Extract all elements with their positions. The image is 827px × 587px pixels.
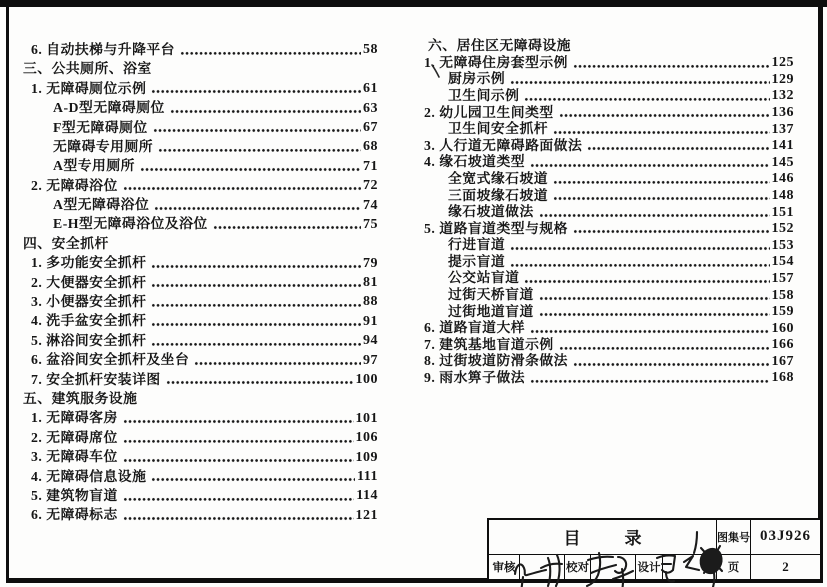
toc-entry-page: 68 bbox=[363, 139, 378, 155]
toc-entry-page: 154 bbox=[771, 254, 794, 270]
toc-entry-label: 4. 洗手盆安全抓杆 bbox=[31, 313, 147, 329]
toc-entry-label: A-D型无障碍厕位 bbox=[53, 100, 165, 116]
page-number-value: 2 bbox=[750, 554, 820, 580]
toc-entry-label: 1. 无障碍住房套型示例 bbox=[424, 54, 568, 70]
toc-entry-label: 2. 无障碍浴位 bbox=[31, 177, 118, 193]
dot-leader bbox=[510, 262, 769, 267]
dot-leader bbox=[151, 341, 361, 346]
reviewer-label: 审核 bbox=[489, 554, 519, 580]
toc-entry-label: 3. 人行道无障碍路面做法 bbox=[424, 137, 583, 153]
toc-entry bbox=[424, 369, 794, 386]
dot-leader bbox=[194, 361, 361, 366]
toc-entry-page: 168 bbox=[771, 370, 794, 386]
dot-leader bbox=[140, 167, 361, 172]
toc-entry-label: 行进盲道 bbox=[448, 237, 506, 253]
toc-entry-label: A型专用厕所 bbox=[53, 158, 135, 174]
toc-entry bbox=[23, 77, 378, 96]
toc-entry-label: 五、建筑服务设施 bbox=[23, 390, 138, 406]
dot-leader bbox=[151, 89, 361, 94]
toc-entry-label: 7. 建筑基地盲道示例 bbox=[424, 336, 554, 352]
toc-entry-label: 三、公共厕所、浴室 bbox=[23, 61, 152, 77]
dot-leader bbox=[151, 264, 361, 269]
toc-entry-label: 全宽式缘石坡道 bbox=[448, 170, 549, 186]
toc-entry bbox=[23, 57, 378, 76]
toc-entry bbox=[23, 193, 378, 212]
proofreader-label: 校对 bbox=[564, 554, 590, 580]
dot-leader bbox=[524, 96, 769, 101]
toc-entry-page: 106 bbox=[355, 430, 378, 446]
toc-entry-page: 146 bbox=[771, 171, 794, 187]
proofreader-signature-ink bbox=[583, 548, 641, 587]
scan-edge-top bbox=[0, 0, 827, 7]
toc-entry bbox=[23, 465, 378, 484]
dot-leader bbox=[123, 516, 354, 521]
toc-entry bbox=[424, 120, 794, 137]
toc-entry-page: 79 bbox=[363, 255, 378, 271]
toc-entry bbox=[23, 368, 378, 387]
toc-entry-label: 6. 盆浴间安全抓杆及坐台 bbox=[31, 352, 190, 368]
dot-leader bbox=[553, 196, 769, 201]
dot-leader bbox=[530, 329, 769, 334]
dot-leader bbox=[151, 302, 361, 307]
toc-entry bbox=[23, 348, 378, 367]
toc-entry bbox=[23, 309, 378, 328]
toc-entry-page: 100 bbox=[355, 372, 378, 388]
toc-entry-page: 129 bbox=[771, 71, 794, 87]
toc-entry bbox=[23, 290, 378, 309]
toc-entry bbox=[424, 286, 794, 303]
dot-leader bbox=[573, 229, 770, 234]
dot-leader bbox=[158, 147, 361, 152]
toc-entry-label: 厨房示例 bbox=[448, 71, 506, 87]
dot-leader bbox=[154, 206, 361, 211]
toc-entry-label: 卫生间安全抓杆 bbox=[448, 121, 549, 137]
toc-entry-label: 6. 无障碍标志 bbox=[31, 507, 118, 523]
toc-entry-page: 137 bbox=[771, 121, 794, 137]
toc-entry bbox=[424, 319, 794, 336]
dot-leader bbox=[559, 345, 770, 350]
toc-entry-page: 166 bbox=[771, 337, 794, 353]
toc-entry-label: 7. 安全抓杆安装详图 bbox=[31, 371, 161, 387]
toc-entry bbox=[424, 220, 794, 237]
toc-entry bbox=[424, 352, 794, 369]
toc-entry-label: 6. 自动扶梯与升降平台 bbox=[31, 41, 175, 57]
toc-entry-page: 153 bbox=[771, 237, 794, 253]
toc-entry-label: 5. 道路盲道类型与规格 bbox=[424, 220, 568, 236]
toc-entry-label: 4. 无障碍信息设施 bbox=[31, 468, 147, 484]
toc-entry bbox=[424, 37, 794, 54]
toc-entry bbox=[23, 329, 378, 348]
toc-entry bbox=[424, 87, 794, 104]
toc-entry-label: 2. 幼儿园卫生间类型 bbox=[424, 104, 554, 120]
toc-entry bbox=[23, 213, 378, 232]
toc-entry-page: 125 bbox=[771, 55, 794, 71]
dot-leader bbox=[123, 186, 361, 191]
toc-entry-page: 91 bbox=[363, 313, 378, 329]
toc-entry-label: E-H型无障碍浴位及浴位 bbox=[53, 216, 208, 232]
toc-entry bbox=[424, 103, 794, 120]
toc-entry-page: 148 bbox=[771, 187, 794, 203]
toc-entry-page: 72 bbox=[363, 178, 378, 194]
page-border-left bbox=[6, 6, 9, 580]
toc-entry-page: 121 bbox=[355, 507, 378, 523]
toc-entry bbox=[23, 174, 378, 193]
toc-entry-label: 4. 缘石坡道类型 bbox=[424, 154, 526, 170]
toc-entry-label: 2. 无障碍席位 bbox=[31, 429, 118, 445]
toc-entry bbox=[23, 484, 378, 503]
toc-entry-page: 88 bbox=[363, 294, 378, 310]
toc-entry bbox=[424, 153, 794, 170]
toc-entry-label: 2. 大便器安全抓杆 bbox=[31, 274, 147, 290]
toc-entry-label: 过街地道盲道 bbox=[448, 303, 534, 319]
toc-entry-page: 61 bbox=[363, 81, 378, 97]
toc-entry-page: 97 bbox=[363, 352, 378, 368]
designer-signature-ink bbox=[650, 528, 726, 587]
toc-entry-page: 136 bbox=[771, 104, 794, 120]
toc-entry-label: 8. 过街坡道防滑条做法 bbox=[424, 353, 568, 369]
toc-entry bbox=[424, 336, 794, 353]
toc-entry-label: 缘石坡道做法 bbox=[448, 204, 534, 220]
toc-entry bbox=[23, 154, 378, 173]
page-label: 页 bbox=[716, 554, 750, 580]
toc-entry-label: 5. 淋浴间安全抓杆 bbox=[31, 332, 147, 348]
toc-entry bbox=[23, 96, 378, 115]
dot-leader bbox=[553, 130, 769, 135]
toc-entry bbox=[23, 445, 378, 464]
toc-entry-page: 75 bbox=[363, 216, 378, 232]
page-border-right bbox=[818, 4, 823, 582]
toc-entry-page: 71 bbox=[363, 158, 378, 174]
dot-leader bbox=[180, 50, 361, 55]
toc-entry-page: 109 bbox=[355, 449, 378, 465]
dot-leader bbox=[573, 63, 770, 68]
toc-entry-page: 145 bbox=[771, 154, 794, 170]
dot-leader bbox=[123, 496, 354, 501]
dot-leader bbox=[151, 477, 355, 482]
toc-entry-page: 63 bbox=[363, 100, 378, 116]
toc-entry-label: 公交站盲道 bbox=[448, 270, 520, 286]
stray-ink-mark bbox=[430, 63, 444, 81]
toc-entry bbox=[23, 38, 378, 57]
dot-leader bbox=[530, 163, 769, 168]
dot-leader bbox=[170, 109, 361, 114]
dot-leader bbox=[151, 283, 361, 288]
sheet-title: 目录 bbox=[563, 529, 686, 549]
toc-entry-label: 6. 道路盲道大样 bbox=[424, 320, 526, 336]
dot-leader bbox=[573, 362, 770, 367]
toc-entry-page: 81 bbox=[363, 275, 378, 291]
toc-entry-page: 151 bbox=[771, 204, 794, 220]
toc-entry-label: 提示盲道 bbox=[448, 253, 506, 269]
dot-leader bbox=[539, 213, 770, 218]
toc-entry-label: 三面坡缘石坡道 bbox=[448, 187, 549, 203]
toc-entry bbox=[424, 253, 794, 270]
toc-entry-label: 3. 小便器安全抓杆 bbox=[31, 294, 147, 310]
toc-entry-page: 152 bbox=[771, 221, 794, 237]
dot-leader bbox=[510, 80, 769, 85]
toc-entry-page: 167 bbox=[771, 353, 794, 369]
dot-leader bbox=[530, 378, 769, 383]
toc-entry bbox=[23, 135, 378, 154]
dot-leader bbox=[524, 279, 769, 284]
toc-entry bbox=[424, 269, 794, 286]
toc-entry-label: 1. 无障碍客房 bbox=[31, 410, 118, 426]
toc-entry-label: 六、居住区无障碍设施 bbox=[428, 38, 571, 54]
toc-entry-page: 158 bbox=[771, 287, 794, 303]
toc-entry bbox=[23, 387, 378, 406]
dot-leader bbox=[587, 146, 769, 151]
toc-entry bbox=[23, 426, 378, 445]
toc-entry-label: F型无障碍厕位 bbox=[53, 119, 148, 135]
toc-entry bbox=[23, 406, 378, 425]
dot-leader bbox=[559, 113, 770, 118]
toc-entry bbox=[424, 137, 794, 154]
designer-label: 设计 bbox=[635, 554, 662, 580]
toc-entry-label: 过街天桥盲道 bbox=[448, 287, 534, 303]
toc-entry bbox=[23, 251, 378, 270]
dot-leader bbox=[153, 128, 361, 133]
toc-entry-label: 卫生间示例 bbox=[448, 87, 520, 103]
toc-entry-page: 101 bbox=[355, 410, 378, 426]
toc-entry-page: 111 bbox=[357, 468, 378, 484]
toc-entry bbox=[23, 271, 378, 290]
toc-entry-page: 114 bbox=[356, 488, 378, 504]
dot-leader bbox=[553, 179, 769, 184]
toc-entry-page: 159 bbox=[771, 304, 794, 320]
toc-entry bbox=[23, 503, 378, 522]
toc-entry-label: 1. 多功能安全抓杆 bbox=[31, 255, 147, 271]
toc-entry bbox=[424, 203, 794, 220]
toc-entry bbox=[424, 54, 794, 71]
toc-entry bbox=[424, 70, 794, 87]
atlas-number-value: 03J926 bbox=[750, 520, 820, 554]
dot-leader bbox=[213, 225, 361, 230]
toc-entry-page: 58 bbox=[363, 42, 378, 58]
toc-entry-label: 9. 雨水箅子做法 bbox=[424, 370, 526, 386]
toc-entry-label: 无障碍专用厕所 bbox=[53, 138, 154, 154]
toc-entry-page: 74 bbox=[363, 197, 378, 213]
toc-entry-page: 160 bbox=[771, 320, 794, 336]
toc-entry-page: 94 bbox=[363, 333, 378, 349]
toc-entry bbox=[23, 232, 378, 251]
toc-entry bbox=[424, 186, 794, 203]
toc-entry-label: 5. 建筑物盲道 bbox=[31, 487, 118, 503]
reviewer-signature-ink bbox=[510, 546, 578, 587]
toc-column-right bbox=[424, 37, 794, 385]
toc-entry-label: 1. 无障碍厕位示例 bbox=[31, 80, 147, 96]
dot-leader bbox=[123, 458, 354, 463]
toc-entry-page: 141 bbox=[771, 138, 794, 154]
toc-entry-label: A型无障碍浴位 bbox=[53, 197, 150, 213]
toc-entry-page: 67 bbox=[363, 119, 378, 135]
dot-leader bbox=[510, 246, 769, 251]
dot-leader bbox=[166, 380, 354, 385]
toc-entry bbox=[23, 116, 378, 135]
toc-entry-page: 132 bbox=[771, 88, 794, 104]
toc-entry bbox=[424, 170, 794, 187]
dot-leader bbox=[123, 438, 354, 443]
dot-leader bbox=[539, 312, 770, 317]
toc-entry bbox=[424, 236, 794, 253]
atlas-number-label: 图集号 bbox=[716, 520, 750, 554]
dot-leader bbox=[151, 322, 361, 327]
dot-leader bbox=[123, 419, 354, 424]
toc-entry-label: 3. 无障碍车位 bbox=[31, 449, 118, 465]
toc-entry-label: 四、安全抓杆 bbox=[23, 235, 109, 251]
toc-entry bbox=[424, 303, 794, 320]
dot-leader bbox=[539, 296, 770, 301]
toc-entry-page: 157 bbox=[771, 270, 794, 286]
toc-column-left bbox=[23, 38, 378, 523]
